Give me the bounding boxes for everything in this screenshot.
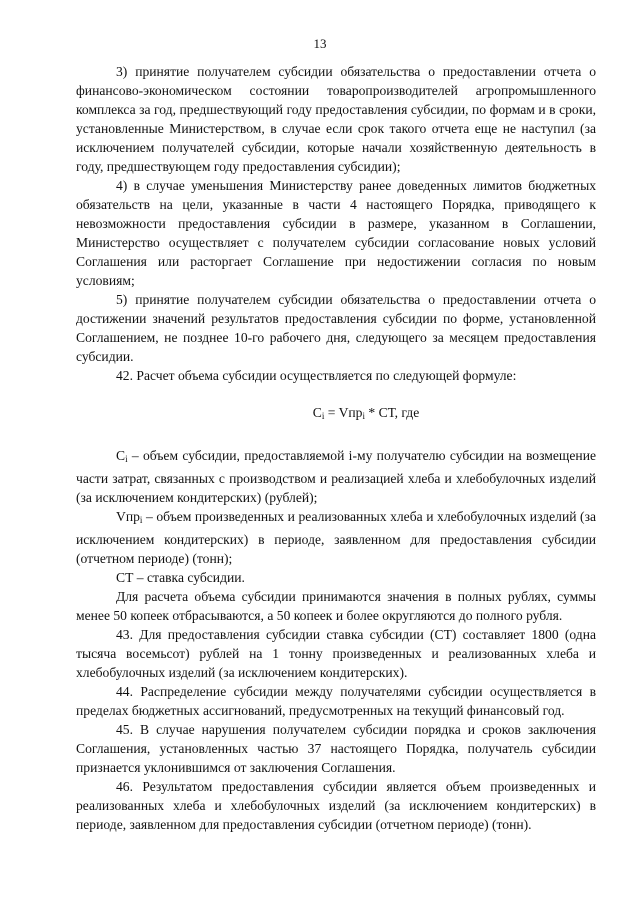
definition-c-symbol: С bbox=[116, 448, 126, 463]
paragraph-42: 42. Расчет объема субсидии осуществляется по следующей формуле: bbox=[116, 368, 517, 383]
formula-tail: * СТ, где bbox=[364, 405, 420, 420]
rounding-rule: Для расчета объема субсидии принимаются значения в полных рублях, суммы менее 50 копеек отбрасываются, а 50 копеек и более округляются до полного рубля. bbox=[76, 589, 596, 623]
definition-v bbox=[76, 507, 596, 568]
definition-c bbox=[76, 446, 596, 507]
paragraph-44: 44. Распределение субсидии между получателями субсидии осуществляется в пределах бюджетных ассигнований, предусмотренных на текущий финансовый год. bbox=[76, 684, 596, 718]
definition-v-symbol: Vпр bbox=[116, 509, 140, 524]
paragraph-45: 45. В случае нарушения получателем субсидии порядка и сроков заключения Соглашения, установленных частью 37 настоящего Порядка, получатель субсидии признается уклонившимся от заключения Соглашения. bbox=[76, 722, 596, 775]
definition-v-subscript: i bbox=[139, 515, 143, 525]
paragraph-43: 43. Для предоставления субсидии ставка субсидии (СТ) составляет 1800 (одна тысяча восемьсот) рублей на 1 тонну произведенных и реализованных хлеба и хлебобулочных изделий (за исключением кондитерских). bbox=[76, 627, 596, 680]
formula-middle: = Vпр bbox=[324, 405, 363, 420]
page-number: 13 bbox=[313, 36, 327, 51]
formula-c-subscript: i bbox=[321, 411, 325, 421]
definition-v-text: – объем произведенных и реализованных хлеба и хлебобулочных изделий (за исключением кондитерских) в периоде, заявленном для предоставления субсидии (отчетном периоде) (тонн); bbox=[76, 509, 596, 566]
paragraph-46: 46. Результатом предоставления субсидии является объем произведенных и реализованных хлеба и хлебобулочных изделий (за исключением кондитерских) в периоде, заявленном для предоставления субсидии (отчетном периоде) (тонн). bbox=[76, 779, 596, 832]
paragraph-item-3: 3) принятие получателем субсидии обязательства о предоставлении отчета о финансово-экономическом состоянии товаропроизводителей агропромышленного комплекса за год, предшествующий году предоставления субсидии, по формам и в сроки, установленные Министерством, в случае если срок такого отчета еще не наступил (за исключением получателей субсидии, которые начали хозяйственную деятельность в году, предшествующем году предоставления субсидии); bbox=[76, 64, 596, 174]
formula-c: С bbox=[312, 405, 322, 420]
definition-st: СТ – ставка субсидии. bbox=[116, 570, 245, 585]
paragraph-item-4: 4) в случае уменьшения Министерству ранее доведенных лимитов бюджетных обязательств на цели, указанные в части 4 настоящего Порядка, приводящего к невозможности предоставления субсидии в размере, указанном в Соглашении, Министерство осуществляет с получателем субсидии согласование новых условий Соглашения или расторгает Соглашение при недостижении согласия по новым условиям; bbox=[76, 178, 596, 288]
paragraph-item-5: 5) принятие получателем субсидии обязательства о предоставлении отчета о достижении значений результатов предоставления субсидии по форме, установленной Соглашением, не позднее 10-го рабочего дня, следующего за месяцем предоставления субсидии. bbox=[76, 292, 596, 364]
formula-v-subscript: i bbox=[362, 411, 365, 421]
subsidy-formula bbox=[76, 403, 596, 426]
definition-c-text: – объем субсидии, предоставляемой i-му получателю субсидии на возмещение части затрат, связанных с производством и реализацией хлеба и хлебобулочных изделий (за исключением кондитерских) (рублей); bbox=[76, 448, 596, 505]
definition-c-subscript: i bbox=[125, 454, 128, 464]
document-body bbox=[76, 62, 596, 834]
